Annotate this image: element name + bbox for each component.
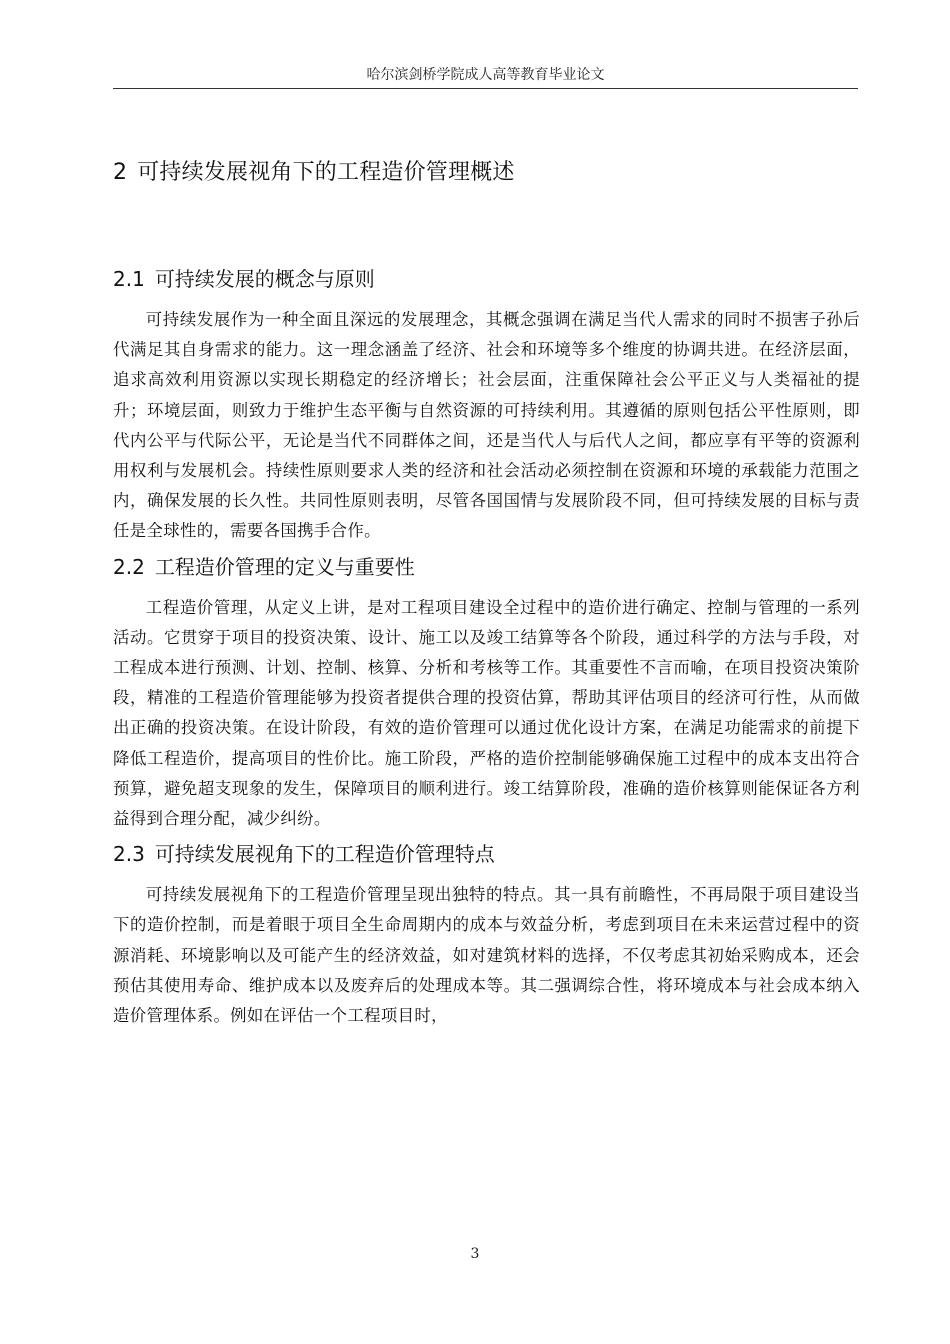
section-title-2-3 xyxy=(113,838,860,870)
section-number: 2.3 xyxy=(113,842,145,867)
section-title-2-1 xyxy=(113,263,860,295)
section-paragraph: 可持续发展作为一种全面且深远的发展理念，其概念强调在满足当代人需求的同时不损害子孙后代满足其自身需求的能力。这一理念涵盖了经济、社会和环境等多个维度的协调共进。在经济层面，追求高效利用资源以实现长期稳定的经济增长；社会层面，注重保障社会公平正义与人类福祉的提升；环境层面，则致力于维护生态平衡与自然资源的可持续利用。其遵循的原则包括公平性原则，即代内公平与代际公平，无论是当代不同群体之间，还是当代人与后代人之间，都应享有平等的资源利用权利与发展机会。持续性原则要求人类的经济和社会活动必须控制在资源和环境的承载能力范围之内，确保发展的长久性。共同性原则表明，尽管各国国情与发展阶段不同，但可持续发展的目标与责任是全球性的，需要各国携手合作。 xyxy=(113,310,860,541)
section-paragraph: 工程造价管理，从定义上讲，是对工程项目建设全过程中的造价进行确定、控制与管理的一系列活动。它贯穿于项目的投资决策、设计、施工以及竣工结算等各个阶段，通过科学的方法与手段，对工程成本进行预测、计划、控制、核算、分析和考核等工作。其重要性不言而喻，在项目投资决策阶段，精准的工程造价管理能够为投资者提供合理的投资估算，帮助其评估项目的经济可行性，从而做出正确的投资决策。在设计阶段，有效的造价管理可以通过优化设计方案，在满足功能需求的前提下降低工程造价，提高项目的性价比。施工阶段，严格的造价控制能够确保施工过程中的成本支出符合预算，避免超支现象的发生，保障项目的顺利进行。竣工结算阶段，准确的造价核算则能保证各方利益得到合理分配，减少纠纷。 xyxy=(113,597,860,829)
running-header: 哈尔滨剑桥学院成人高等教育毕业论文 xyxy=(366,67,605,83)
section-title-text: 工程造价管理的定义与重要性 xyxy=(154,554,415,579)
section-title-text: 可持续发展视角下的工程造价管理特点 xyxy=(154,842,495,867)
chapter-title-text: 可持续发展视角下的工程造价管理概述 xyxy=(137,160,515,185)
page-content xyxy=(113,155,860,1035)
section-paragraph: 可持续发展视角下的工程造价管理呈现出独特的特点。其一具有前瞻性，不再局限于项目建设当下的造价控制，而是着眼于项目全生命周期内的成本与效益分析，考虑到项目在未来运营过程中的资源消耗、环境影响以及可能产生的经济效益，如对建筑材料的选择，不仅考虑其初始采购成本，还会预估其使用寿命、维护成本以及废弃后的处理成本等。其二强调综合性，将环境成本与社会成本纳入造价管理体系。例如在评估一个工程项目时， xyxy=(113,885,860,1026)
section-title-text: 可持续发展的概念与原则 xyxy=(154,267,375,291)
section-number: 2.1 xyxy=(113,267,145,291)
chapter-number: 2 xyxy=(113,160,128,185)
section-number: 2.2 xyxy=(113,554,145,579)
section-title-2-2 xyxy=(113,551,860,583)
header-divider xyxy=(113,88,858,89)
page-number: 3 xyxy=(470,1246,480,1262)
chapter-title xyxy=(113,155,860,191)
